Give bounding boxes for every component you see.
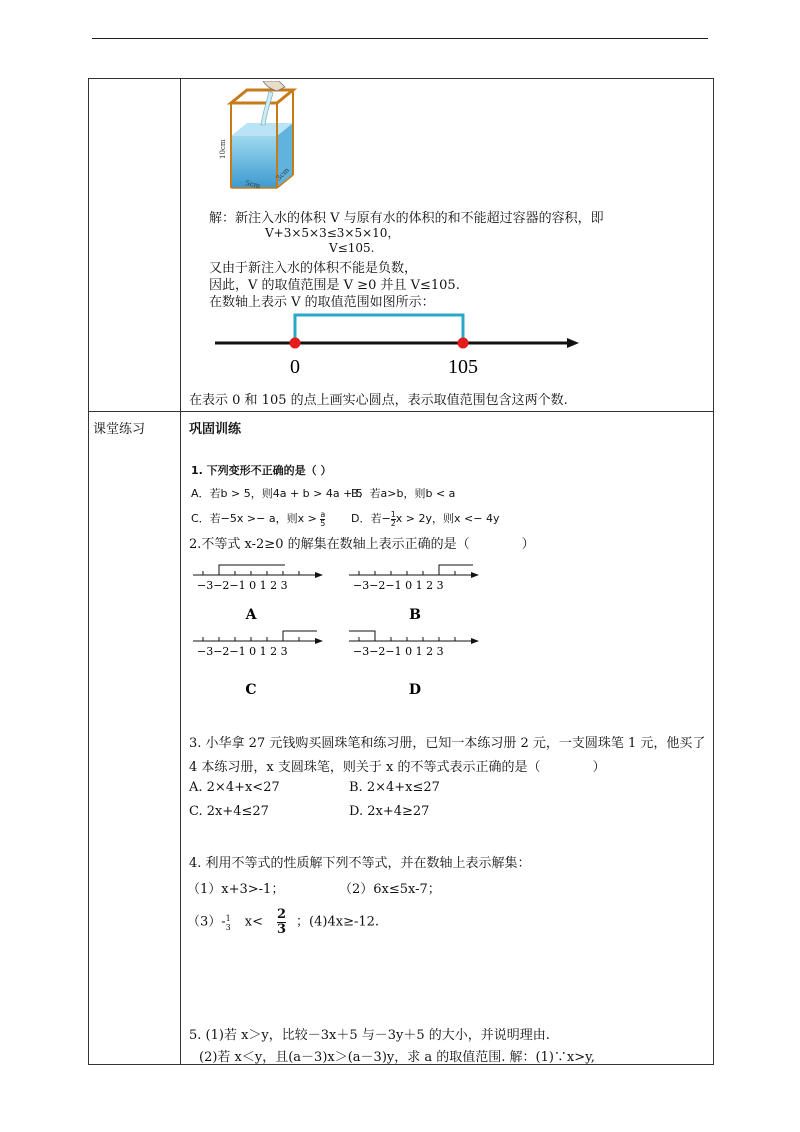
solution-line-4: 又由于新注入水的体积不能是负数，	[209, 261, 418, 276]
q3-stem-line2: 4 本练习册，x 支圆珠笔，则关于 x 的不等式表示正确的是（ ）	[189, 760, 606, 775]
q2-option-a: A	[245, 607, 257, 623]
q3-option-a: A. 2×4+x<27	[189, 780, 280, 795]
row1-content-cell	[181, 79, 714, 412]
solution-line-1: 解：新注入水的体积 V 与原有水的体积的和不能超过容器的容积，即	[209, 211, 604, 226]
q4-part-1: （1）x+3>-1；	[187, 882, 285, 897]
q4-part-3: （3）- 1 3 x< $\frac{2}{3}$ ；(4)4x≥-12.	[187, 907, 380, 937]
q2-a-ticks: −3−2−1 0 1 2 3	[197, 579, 288, 592]
row2-content-cell	[181, 412, 714, 1065]
q1-stem: 1. 下列变形不正确的是（ ）	[191, 464, 332, 477]
q2-b-ticks: −3−2−1 0 1 2 3	[353, 579, 444, 592]
q3-stem-line1: 3. 小华拿 27 元钱购买圆珠笔和练习册，已知一本练习册 2 元，一支圆珠笔 1 元，他买了	[189, 736, 706, 751]
width-label: 5cm	[244, 179, 261, 191]
lesson-table	[88, 78, 714, 1065]
solution-note: 在表示 0 和 105 的点上画实心圆点，表示取值范围包含这两个数.	[189, 393, 568, 408]
q1-option-d: D．若− $\frac{1}{2}$ x > 2y，则x <− 4y	[351, 509, 500, 528]
q2-stem: 2.不等式 x-2≥0 的解集在数轴上表示正确的是（ ）	[189, 537, 535, 552]
row-practice	[89, 412, 714, 1065]
q2-line-a	[193, 565, 323, 623]
q2-c-ticks: −3−2−1 0 1 2 3	[197, 645, 288, 658]
q1-option-c: C．若−5x >− a，则x > $\frac{a}{5}$	[191, 509, 326, 528]
q2-number-lines	[189, 559, 489, 669]
depth-label: 3cm	[274, 166, 292, 183]
water-container-figure	[219, 81, 319, 199]
row1-label-cell	[89, 79, 181, 412]
row-example	[89, 79, 714, 412]
q2-line-c	[193, 631, 323, 658]
header-rule	[92, 38, 708, 39]
q5-line-1: 5. (1)若 x＞y，比较－3x＋5 与－3y＋5 的大小，并说明理由.	[189, 1028, 550, 1043]
practice-heading: 巩固训练	[189, 422, 242, 437]
q2-option-b: B	[409, 607, 421, 623]
nl-right-value: 105	[448, 356, 478, 377]
q3-option-b: B. 2×4+x≤27	[349, 780, 440, 795]
practice-label: 课堂练习	[89, 412, 181, 1065]
q2-lower-labels	[189, 672, 489, 702]
q5-line-2: (2)若 x＜y，且(a－3)x＞(a－3)y，求 a 的取值范围. 解：(1)∵x>y,	[199, 1050, 595, 1065]
q2-line-d	[349, 631, 479, 658]
q4-stem: 4. 利用不等式的性质解下列不等式，并在数轴上表示解集：	[189, 856, 531, 871]
solution-line-5: 因此，V 的取值范围是 V ≥0 并且 V≤105.	[209, 278, 460, 293]
q2-option-d: D	[408, 682, 422, 698]
q1-option-a: A．若b > 5，则4a + b > 4a + 5	[191, 487, 363, 500]
q4-part-2: （2）6x≤5x-7；	[339, 882, 441, 897]
range-number-line	[211, 305, 591, 377]
solution-line-2: V+3×5×3≤3×5×10，	[265, 226, 400, 240]
q2-line-b	[349, 565, 479, 623]
solution-line-6: 在数轴上表示 V 的取值范围如图所示：	[209, 295, 435, 310]
q2-d-ticks: −3−2−1 0 1 2 3	[353, 645, 444, 658]
nl-left-value: 0	[290, 356, 300, 377]
q3-option-d: D. 2x+4≥27	[349, 804, 430, 819]
q3-option-c: C. 2x+4≤27	[189, 804, 269, 819]
solution-line-3: V≤105.	[329, 241, 375, 255]
q2-option-c: C	[245, 682, 257, 698]
q1-option-b: B．若a>b，则b < a	[351, 487, 456, 500]
height-label: 10cm	[219, 139, 227, 159]
